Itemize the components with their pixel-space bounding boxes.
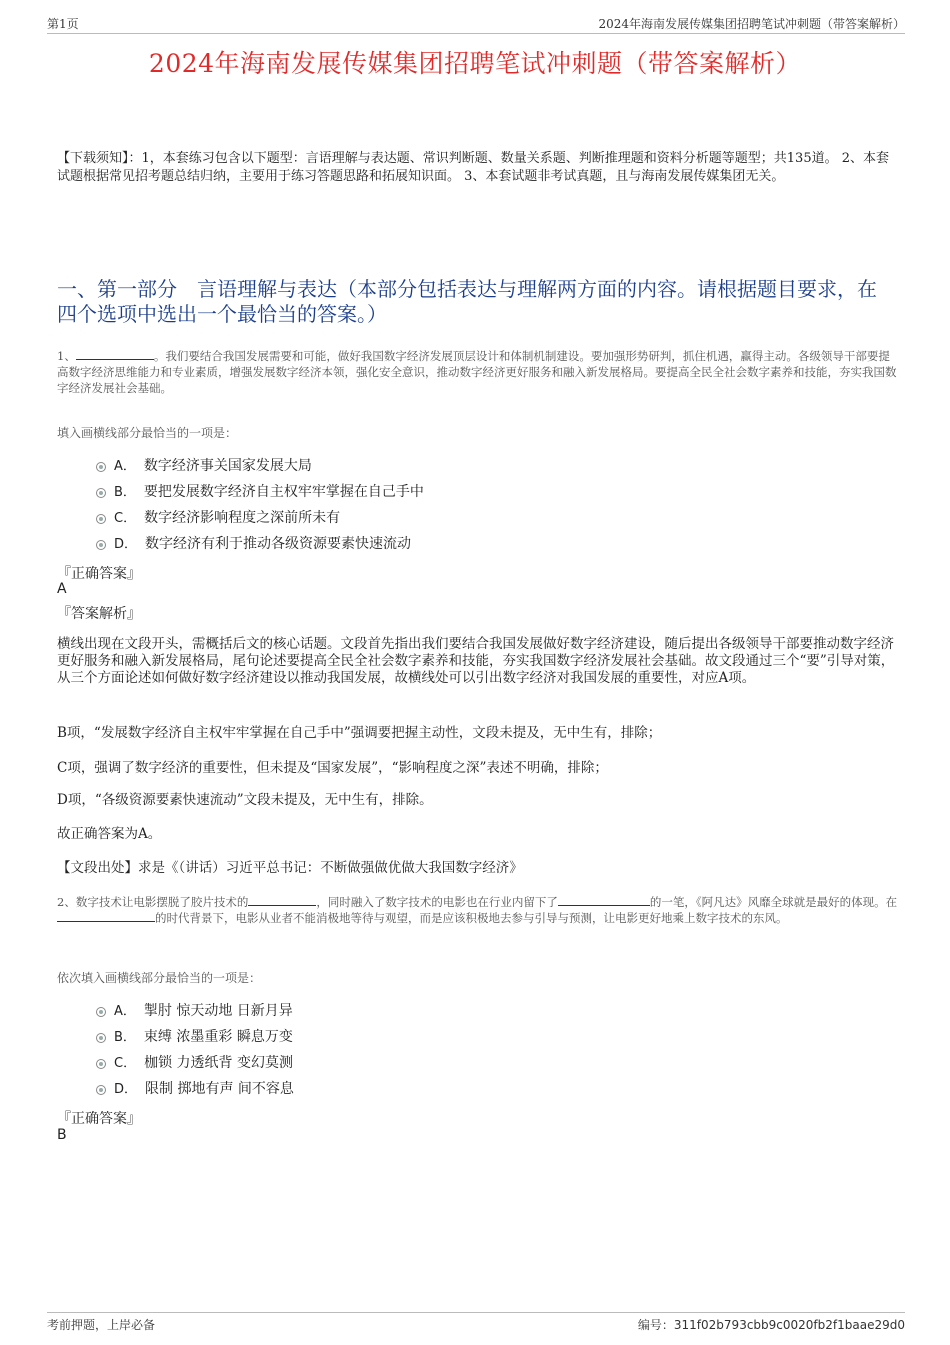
option-d[interactable]: D． 数字经济有利于推动各级资源要素快速流动: [96, 531, 424, 557]
analysis-paragraph: 横线出现在文段开头，需概括后文的核心话题。文段首先指出我们要结合我国发展做好数字经济建设，随后提出各级领导干部要推动数字经济更好服务和融入新发展格局，尾句论述要提高全民全社会数字素养和技能，夯实我国数字经济发展社会基础。故文段通过三个“要”引导对策，从三个方面论述如何做好数字经济建设以推动我国发展，故横线处可以引出数字经济对我国发展的重要性，对应A项。: [57, 636, 895, 686]
option-a[interactable]: A． 数字经济事关国家发展大局: [96, 453, 424, 479]
question-1-options: [96, 453, 424, 557]
page-number: 第1页: [47, 17, 79, 31]
option-d[interactable]: D． 限制 掷地有声 间不容息: [96, 1076, 294, 1102]
analysis-conclusion: 故正确答案为A。: [57, 826, 162, 842]
download-notice: 【下载须知】：1，本套练习包含以下题型：言语理解与表达题、常识判断题、数量关系题、判断推理题和资料分析题等题型；共135道。 2、本套试题根据常见招考题总结归纳，主要用于练习答题思路和拓展知识面。 3、本套试题非考试真题，且与海南发展传媒集团无关。: [57, 151, 889, 184]
answer-blank: [57, 910, 155, 922]
correct-answer-label: 『正确答案』: [57, 566, 141, 582]
answer-blank: [558, 894, 650, 906]
header-doc-title: 2024年海南发展传媒集团招聘笔试冲刺题（带答案解析）: [598, 17, 905, 31]
document-code: 编号：311f02b793cbb9c0020fb2f1baae29d0: [637, 1318, 905, 1332]
analysis-option-b: B项，“发展数字经济自主权牢牢掌握在自己手中”强调要把握主动性，文段未提及，无中生有，排除；: [57, 725, 662, 741]
analysis-option-d: D项，“各级资源要素快速流动”文段未提及，无中生有，排除。: [57, 792, 433, 808]
page-header: [47, 15, 905, 34]
option-b[interactable]: B． 束缚 浓墨重彩 瞬息万变: [96, 1024, 294, 1050]
section-heading: 一、第一部分 言语理解与表达（本部分包括表达与理解两方面的内容。请根据题目要求，在四个选项中选出一个最恰当的答案。）: [57, 277, 877, 326]
option-a[interactable]: A． 掣肘 惊天动地 日新月异: [96, 998, 294, 1024]
radio-icon[interactable]: [96, 462, 106, 472]
question-1-prompt: 填入画横线部分最恰当的一项是：: [57, 426, 238, 440]
correct-answer-label: 『正确答案』: [57, 1111, 141, 1127]
answer-blank: [76, 348, 154, 360]
question-number: 2、: [57, 895, 76, 909]
question-2-prompt: 依次填入画横线部分最恰当的一项是：: [57, 971, 262, 985]
question-2-stem: 2、数字技术让电影摆脱了胶片技术的 ，同时融入了数字技术的电影也在行业内留下了 的一笔，《阿凡达》风靡全球就是最好的体现。在的时代背景下，电影从业者不能消极地等待与观望，而是应该积极地去参与引导与预测，让电影更好地乘上数字技术的东风。: [57, 895, 898, 925]
correct-answer: B: [57, 1127, 67, 1143]
option-c[interactable]: C． 数字经济影响程度之深前所未有: [96, 505, 424, 531]
radio-icon[interactable]: [96, 514, 106, 524]
question-number: 1、: [57, 349, 76, 363]
page-footer: [47, 1312, 905, 1333]
radio-icon[interactable]: [96, 1007, 106, 1017]
option-c[interactable]: C． 枷锁 力透纸背 变幻莫测: [96, 1050, 294, 1076]
radio-icon[interactable]: [96, 488, 106, 498]
question-text: 。我们要结合我国发展需要和可能，做好我国数字经济发展顶层设计和体制机制建设。要加强形势研判，抓住机遇，赢得主动。各级领导干部要提高数字经济思维能力和专业素质，增强发展数字经济本领，强化安全意识，推动数字经济更好服务和融入新发展格局。要提高全民全社会数字素养和技能，夯实我国数字经济发展社会基础。: [57, 349, 897, 395]
analysis-source: 【文段出处】求是《（讲话）习近平总书记：不断做强做优做大我国数字经济》: [57, 860, 523, 876]
question-1-stem: [57, 348, 898, 396]
question-2-options: [96, 998, 294, 1102]
radio-icon[interactable]: [96, 1059, 106, 1069]
page-title: 2024年海南发展传媒集团招聘笔试冲刺题（带答案解析）: [148, 49, 802, 78]
radio-icon[interactable]: [96, 1085, 106, 1095]
option-b[interactable]: B． 要把发展数字经济自主权牢牢掌握在自己手中: [96, 479, 424, 505]
radio-icon[interactable]: [96, 540, 106, 550]
radio-icon[interactable]: [96, 1033, 106, 1043]
correct-answer: A: [57, 581, 67, 597]
footer-slogan: 考前押题，上岸必备: [47, 1318, 156, 1332]
answer-blank: [248, 894, 316, 906]
analysis-label: 『答案解析』: [57, 606, 141, 622]
analysis-option-c: C项，强调了数字经济的重要性，但未提及“国家发展”，“影响程度之深”表述不明确，排除；: [57, 760, 608, 776]
